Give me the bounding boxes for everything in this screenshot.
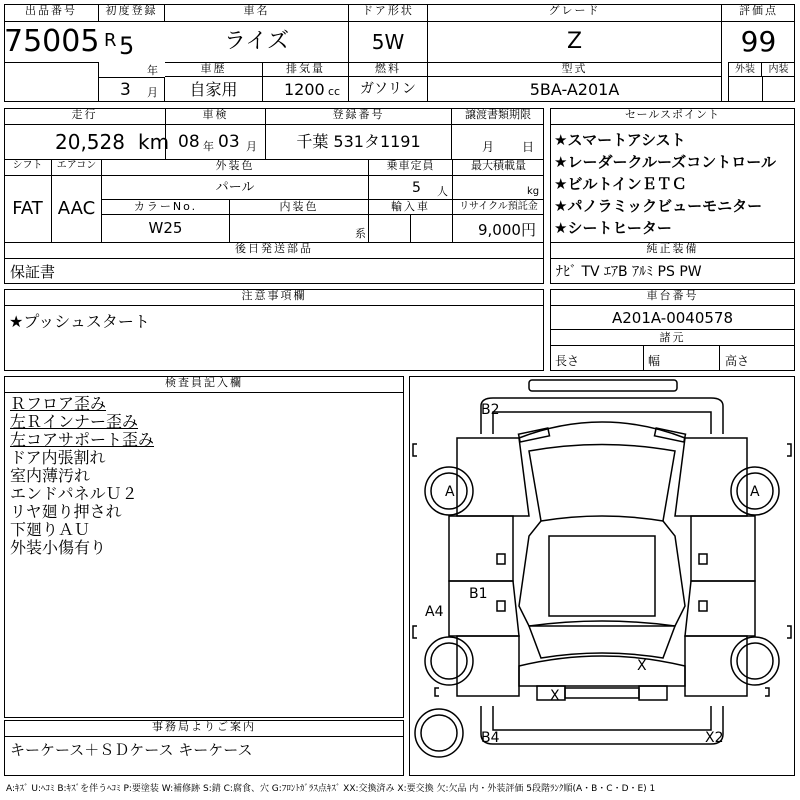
score-divider: [728, 62, 729, 102]
chassis-label: 車台番号: [550, 289, 795, 306]
mark-b4: B4: [481, 730, 500, 746]
history-label: 車歴: [165, 62, 263, 77]
mark-x2: X2: [705, 730, 724, 746]
inspector-line: エンドパネルＵ２: [10, 484, 138, 503]
tailgate: [519, 656, 685, 686]
later-parts-label: 後日発送部品: [4, 242, 544, 259]
int-color-label: 内装色: [230, 199, 369, 215]
sales-point-1: ★スマートアシスト: [554, 131, 686, 149]
color-no: W25: [102, 215, 230, 242]
displacement-unit: cc: [328, 85, 341, 98]
plate: 千葉 531タ1191: [266, 125, 452, 159]
later-parts: 保証書: [10, 263, 56, 281]
fuel-label: 燃料: [349, 62, 428, 77]
recycle: 9,000円: [478, 221, 536, 239]
inspector-line: リヤ廻り押され: [10, 502, 122, 521]
roof-marker: [529, 380, 677, 391]
ext-color: パール: [102, 176, 369, 199]
inspector-lines: [10, 395, 390, 557]
mark-wheel-fl: A: [445, 484, 455, 500]
legend: A:ｷｽﾞ U:ﾍｺﾐ B:ｷｽﾞを伴うﾍｺﾐ P:要塗装 W:補修跡 S:錆 C:腐食、穴 G:ﾌﾛﾝﾄｶﾞﾗｽ点ｷｽﾞ XX:交換済み X:要交換 欠:欠品 内・外装評価 5段階ﾗﾝｸ順(A・B・C・D・E) 1: [6, 784, 656, 794]
rear-bumper: [481, 706, 723, 744]
height-label: 高さ: [725, 354, 750, 368]
history: 自家用: [165, 77, 263, 102]
ext-color-label: 外装色: [102, 159, 369, 176]
plate-label: 登録番号: [266, 108, 452, 125]
inspector-line: 室内薄汚れ: [10, 466, 91, 485]
mark-b1: B1: [469, 586, 488, 602]
car-name: ライズ: [165, 22, 349, 62]
shift: FAT: [4, 176, 52, 242]
front-bumper: [481, 398, 723, 434]
inspector-line: 左コアサポート歪み: [10, 430, 155, 449]
month: 3: [120, 80, 131, 100]
insp-year: 08: [178, 132, 200, 152]
equipment: ﾅﾋﾞ TV ｴｱB ｱﾙﾐ PS PW: [556, 264, 702, 280]
sales-points-label: セールスポイント: [550, 108, 795, 125]
score: 99: [740, 25, 777, 58]
inspector-line: 下廻りＡＵ: [10, 520, 91, 539]
insp-year-unit: 年: [203, 140, 214, 153]
first-reg-label: 初度登録: [99, 4, 165, 22]
mark-b2: B2: [481, 402, 500, 418]
ac-label: エアコン: [52, 159, 102, 176]
door-label: ドア形状: [349, 4, 428, 22]
length-label: 長さ: [555, 354, 580, 368]
inspection-label: 車検: [166, 108, 266, 125]
insp-month: 03: [218, 132, 240, 152]
int-color-cell: [230, 215, 369, 242]
recycle-label: リサイクル預託金: [453, 199, 544, 215]
transfer-day-unit: 日: [522, 140, 535, 154]
month-unit: 月: [147, 86, 158, 99]
door: 5W: [349, 22, 428, 62]
inspector-line: 左Ｒインナー歪み: [10, 412, 139, 431]
mileage-unit: km: [138, 130, 170, 154]
lot-no-label: 出品番号: [4, 4, 99, 22]
grade: Z: [428, 22, 722, 62]
equipment-label: 純正装備: [550, 242, 795, 259]
mark-a4: A4: [425, 604, 444, 620]
chassis: A201A-0040578: [550, 306, 795, 330]
model: 5BA-A201A: [428, 77, 722, 102]
import-label: 輸入車: [369, 199, 453, 215]
right-front-door: [691, 516, 755, 581]
right-rear-door: [685, 581, 755, 636]
year-unit: 年: [147, 64, 158, 77]
sales-point-2: ★レーダークルーズコントロール: [554, 153, 776, 171]
width-label: 幅: [648, 354, 661, 368]
mileage: 20,528: [55, 130, 125, 154]
car-name-label: 車名: [165, 4, 349, 22]
dims-label: 諸元: [550, 330, 795, 346]
capacity-unit: 人: [437, 185, 448, 198]
transfer-label: 譲渡書類期限: [452, 108, 544, 125]
insp-month-unit: 月: [246, 140, 257, 153]
capacity: 5: [412, 180, 421, 196]
score-sub-divider: [762, 77, 763, 102]
score-label: 評価点: [722, 4, 795, 22]
inspector-line: Ｒフロア歪み: [10, 394, 107, 413]
sales-point-3: ★ビルトインＥＴＣ: [554, 175, 687, 193]
inspector-line: 外装小傷有り: [10, 538, 107, 557]
lot-no: 75005: [4, 24, 99, 59]
int-color-unit: 系: [355, 227, 366, 240]
load-label: 最大積載量: [453, 159, 544, 176]
car-diagram: [409, 376, 795, 776]
capacity-label: 乗車定員: [369, 159, 453, 176]
displacement: 1200: [284, 80, 325, 99]
mark-wheel-fr: A: [750, 484, 760, 500]
sales-point-4: ★パノラミックビューモニター: [554, 197, 763, 215]
office-label: 事務局よりご案内: [4, 720, 404, 737]
notes-label: 注意事項欄: [4, 289, 544, 306]
shift-label: シフト: [4, 159, 52, 176]
load-unit: kg: [527, 186, 540, 197]
inspector-line: ドア内張割れ: [10, 448, 106, 467]
era: R: [104, 30, 117, 51]
mark-x-rear: X: [550, 688, 560, 704]
fuel: ガソリン: [349, 77, 428, 102]
inspector-label: 検査員記入欄: [4, 376, 404, 393]
hood: [519, 422, 685, 438]
mileage-label: 走行: [4, 108, 166, 125]
displacement-label: 排気量: [263, 62, 349, 77]
office: キーケース＋ＳＤケース キーケース: [10, 741, 253, 759]
import-cell-split: [369, 215, 411, 242]
transfer-month-unit: 月: [482, 140, 495, 154]
mark-x-right: X: [637, 658, 647, 674]
color-no-label: カラーNo.: [102, 199, 230, 215]
grade-label: グレード: [428, 4, 722, 22]
interior-label: 内装: [762, 62, 795, 77]
notes: ★プッシュスタート: [9, 312, 150, 331]
exterior-label: 外装: [729, 62, 762, 77]
sales-point-5: ★シートヒーター: [554, 219, 672, 237]
ac: AAC: [52, 176, 102, 242]
left-front-door: [449, 516, 513, 581]
lot-no-blank: [4, 62, 99, 102]
year: 5: [119, 32, 135, 60]
model-label: 型式: [428, 62, 722, 77]
